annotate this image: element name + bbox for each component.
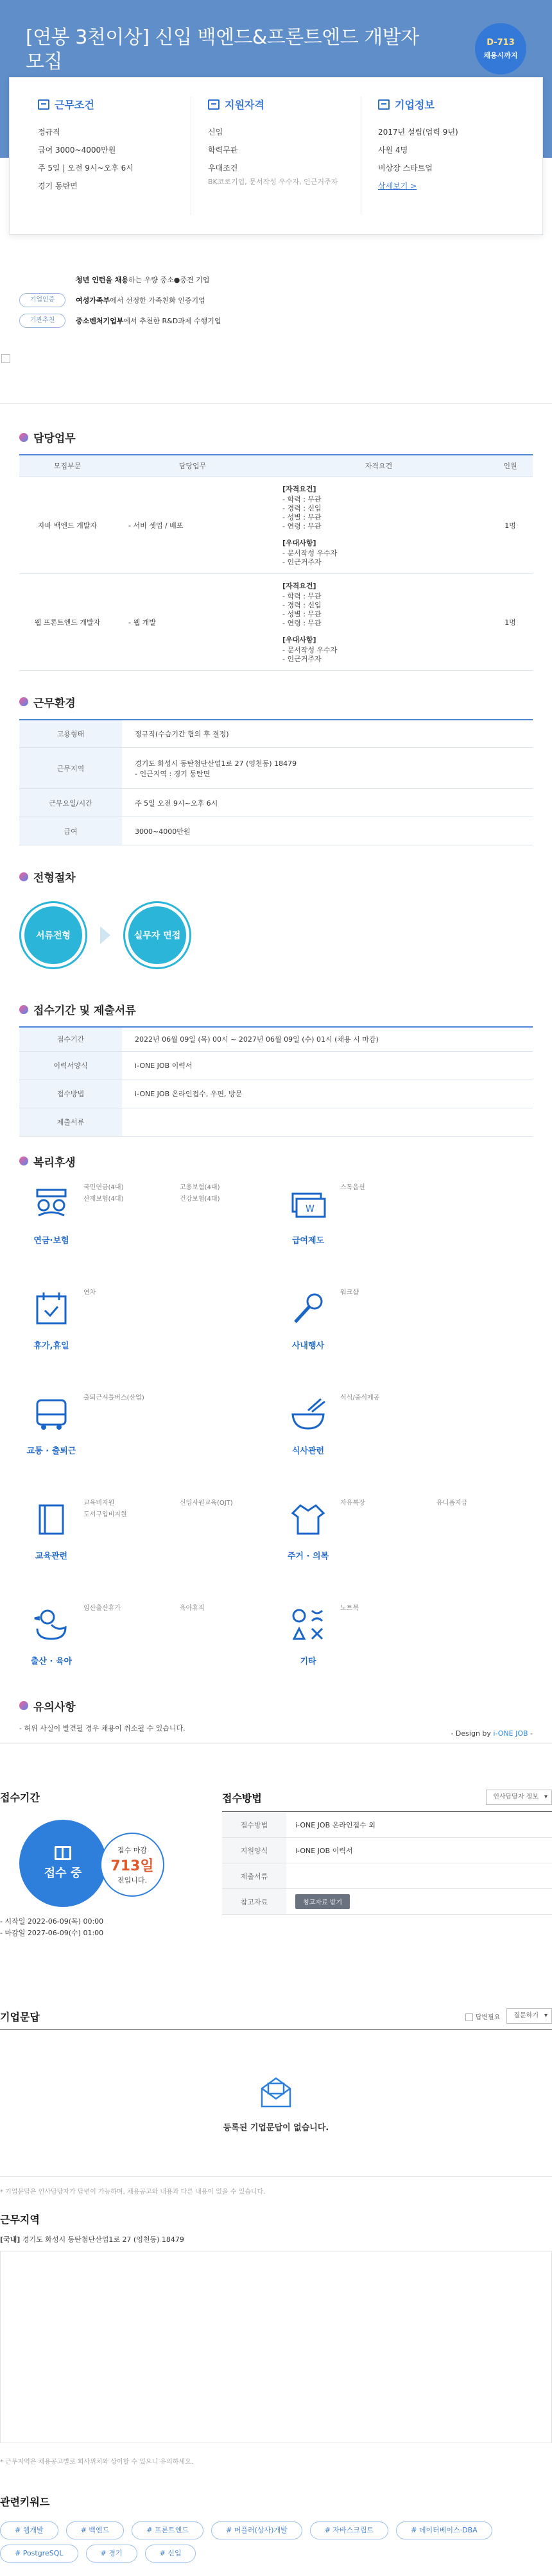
keyword-tag[interactable]: # 웹개발 (0, 2521, 58, 2539)
section-dot-icon (19, 1701, 28, 1710)
keyword-tag[interactable]: # 신입 (145, 2545, 196, 2563)
mustache-glasses-icon (32, 1185, 71, 1223)
apply-method (222, 1790, 552, 1915)
process-step: 실무자 면접 (123, 901, 191, 969)
keyword-tag[interactable]: # 경기 (86, 2545, 137, 2563)
job-detail (0, 403, 552, 1743)
qualification-item: 학력무관 (208, 146, 238, 155)
duties-table (19, 454, 533, 671)
location-title: 근무지역 (0, 2214, 40, 2226)
welfare-group: 식사관련 석식/중식제공 (276, 1389, 533, 1475)
conditions-heading: 근무조건 (38, 97, 174, 112)
apply-period (0, 1790, 205, 1939)
building-icon (378, 99, 390, 110)
table-row: 접수방법 i-ONE JOB 온라인접수 외 (222, 1812, 552, 1838)
process-step: 서류전형 (19, 901, 87, 969)
svg-text:W: W (306, 1203, 315, 1214)
dday-badge (475, 23, 526, 74)
qualifications-column (191, 97, 361, 215)
section-dot-icon (19, 697, 28, 706)
table-header: 인원 (488, 455, 533, 477)
company-info-heading: 기업정보 (378, 97, 514, 112)
briefcase-icon (38, 99, 49, 110)
apply-status-circle: 접수 중 (19, 1820, 107, 1907)
qna-note: * 기업문답은 인사담당자가 답변이 가능하며, 채용공고와 내용과 다른 내용이 있을 수 있습니다. (0, 2189, 266, 2196)
condition-item: 주 5일 | 오전 9시~오후 6시 (38, 164, 134, 173)
apply-dates: - 시작일 2022-06-09(목) 00:00 - 마감일 2027-06-09(수) 01:00 (0, 1917, 104, 1937)
bowl-icon (289, 1395, 327, 1434)
process-heading: 전형절차 (19, 869, 533, 885)
envelope-icon (258, 2074, 294, 2110)
shapes-icon (289, 1606, 327, 1644)
apply-title: 접수기간 (0, 1792, 40, 1804)
company-info-column (361, 97, 531, 215)
badge-pill: 기업인증 (19, 293, 65, 307)
caution-text: - 허위 사실이 발견될 경우 채용이 취소될 수 있습니다. (19, 1724, 185, 1733)
qualifications-heading: 지원자격 (208, 97, 344, 112)
table-row: 참고자료 첨고자료 받기 (222, 1889, 552, 1915)
table-row: 급여 3000~4000만원 (19, 817, 533, 845)
design-credit: - Design by i-ONE JOB - (451, 1729, 533, 1738)
ask-dropdown[interactable]: 질문하기 ▾ (506, 2008, 552, 2024)
welfare-group: 교통 · 출퇴근 출퇴근셔틀버스(산업) (26, 1394, 144, 1456)
table-row: 제출서류 (222, 1863, 552, 1889)
section-dot-icon (19, 872, 28, 881)
location-address: [국내] 경기도 화성시 동탄첨단산업1로 27 (영천동) 18479 (0, 2235, 184, 2244)
answer-needed-checkbox[interactable]: 답변필요 (465, 2012, 501, 2021)
table-row: 지원양식 i-ONE JOB 이력서 (222, 1838, 552, 1863)
table-row: 근무지역 경기도 화성시 동탄첨단산업1로 27 (영천동) 18479 - 인근지역 : 경기 동탄면 (19, 748, 533, 789)
caution-heading: 유의사항 (19, 1698, 533, 1714)
dday-sub: 채용시까지 (483, 51, 518, 60)
welfare-group: 사내행사 워크샵 (276, 1284, 533, 1369)
keyword-tag[interactable]: # 백엔드 (66, 2521, 125, 2539)
keywords-title: 관련키워드 (0, 2496, 50, 2508)
table-row: 접수기간 2022년 06월 09일 (목) 00시 ~ 2027년 06월 09일 (수) 01시 (채용 시 마감) (19, 1027, 533, 1051)
arrow-right-icon (100, 926, 110, 944)
table-row: 이력서양식 i-ONE JOB 이력서 (19, 1051, 533, 1080)
keyword-list (0, 2521, 552, 2563)
table-header: 자격요건 (270, 455, 488, 477)
receipt-table (19, 1026, 533, 1137)
method-table (222, 1811, 552, 1915)
badge-pill: 기관추천 (19, 314, 65, 328)
book-icon (32, 1500, 71, 1539)
method-title: 접수방법 (222, 1792, 262, 1804)
keyword-tag[interactable]: # PostgreSQL (0, 2545, 78, 2563)
environment-table (19, 719, 533, 846)
badge-row: 기업인증 여성가족부에서 선정한 가족친화 인증기업 (19, 290, 404, 310)
qna-empty-text: 등록된 기업문답이 없습니다. (223, 2123, 329, 2133)
welfare-group: 휴가,휴일 연차 (19, 1284, 276, 1369)
table-header: 모집부문 (19, 455, 116, 477)
table-row: 웹 프론트엔드 개발자 - 웹 개발 [자격요건] - 학력 : 무관 - 경력 : 신입 - 성별 : 무관 - 연령 : 무관 [우대사항] - 문서작성 우수자 - 인근거주자 1명 (19, 573, 533, 670)
map-area[interactable] (0, 2251, 552, 2443)
keyword-tag[interactable]: # 머플러(상사)개발 (211, 2521, 302, 2539)
table-row: 자바 백엔드 개발자 - 서버 셋업 / 배포 [자격요건] - 학력 : 무관 - 경력 : 신입 - 성별 : 무관 - 연령 : 무관 [우대사항] - 문서작성 우수자 - 인근거주자 1명 (19, 477, 533, 573)
table-row: 접수방법 i-ONE JOB 온라인접수, 우편, 방문 (19, 1080, 533, 1108)
location-section (0, 2212, 552, 2466)
dday-count: D-713 (487, 37, 515, 47)
duck-icon (32, 1606, 71, 1644)
money-icon (289, 1185, 327, 1223)
company-detail-link[interactable]: 상세보기 > (378, 182, 417, 191)
company-info-item: 사원 4명 (378, 146, 408, 155)
table-header: 담당업무 (116, 455, 270, 477)
apply-section (0, 1790, 552, 1956)
qna-title: 기업문답 (0, 2010, 40, 2023)
table-row: 근무요일/시간 주 5일 오전 9시~오후 6시 (19, 789, 533, 817)
job-title: [연봉 3천이상] 신입 백엔드&프론트엔드 개발자 모집 (26, 26, 419, 73)
deadline-circle: 접수 마감 713일 전입니다. (100, 1833, 164, 1897)
badge-row: 기관추천 중소벤처기업부에서 추천한 R&D과제 수행기업 (19, 310, 404, 331)
table-row: 고용형태 정규직(수습기간 협의 후 결정) (19, 720, 533, 748)
shirt-icon (289, 1500, 327, 1539)
badge-row: 청년 인턴을 채용하는 우량 중소●중견 기업 (19, 269, 404, 290)
calendar-icon (32, 1290, 71, 1328)
qna-empty-box (0, 2029, 552, 2177)
section-dot-icon (19, 433, 28, 442)
qualification-item: 우대조건 (208, 164, 238, 173)
welfare-group: W 급여제도 스톡옵션 (276, 1178, 533, 1264)
company-info-item: 비상장 스타트업 (378, 164, 433, 173)
checkbox-icon[interactable] (465, 2013, 473, 2021)
broken-image-icon (1, 354, 10, 363)
table-row: 제출서류 (19, 1108, 533, 1136)
summary-card (9, 77, 543, 235)
welfare-grid (19, 1178, 533, 1685)
qna-section (0, 2006, 552, 2196)
hr-contact-dropdown[interactable]: 인사담당자 정보 ▾ (486, 1790, 552, 1805)
condition-item: 급여 3000~4000만원 (38, 146, 116, 155)
condition-item: 정규직 (38, 128, 60, 137)
keywords-section (0, 2494, 552, 2563)
section-dot-icon (19, 1005, 28, 1014)
download-reference-button[interactable]: 첨고자료 받기 (295, 1894, 350, 1909)
id-card-icon (208, 99, 220, 110)
bus-icon (32, 1395, 71, 1434)
welfare-group: 연금·보험 국민연금(4대) 고용보험(4대) 산재보험(4대) 건강보험(4대) (19, 1178, 276, 1264)
receipt-heading: 접수기간 및 제출서류 (19, 1001, 533, 1017)
welfare-heading: 복리후생 (19, 1153, 533, 1169)
keyword-tag[interactable]: # 자바스크립트 (310, 2521, 388, 2539)
qualification-sub: BK코로기업, 문서작성 우수자, 인근거주자 (208, 178, 338, 186)
welfare-group: 기타 노트북 (276, 1599, 533, 1685)
process-steps (19, 901, 533, 969)
certification-badges (19, 269, 404, 331)
condition-item: 경기 동탄면 (38, 182, 78, 191)
company-info-item: 2017년 설립(업력 9년) (378, 128, 458, 137)
welfare-group: 주거 · 의복 자유복장 유니폼지급 (287, 1499, 468, 1561)
keyword-tag[interactable]: # 데이터베이스·DBA (396, 2521, 492, 2539)
book-icon (55, 1846, 71, 1860)
microphone-icon (289, 1290, 327, 1328)
duties-heading: 담당업무 (19, 429, 533, 445)
environment-heading: 근무환경 (19, 694, 533, 710)
welfare-group: 출산 · 육아 임산출산휴가 육아휴직 (30, 1604, 205, 1666)
keyword-tag[interactable]: # 프론트엔드 (132, 2521, 203, 2539)
conditions-column (21, 97, 191, 215)
welfare-group: 교육관련 교육비지원 신입사원교육(OJT) 도서구입비지원 (19, 1494, 276, 1580)
section-dot-icon (19, 1157, 28, 1165)
location-note: * 근무지역은 채용공고별로 회사위치와 상이할 수 있으니 유의하세요. (0, 2459, 193, 2466)
qualification-item: 신입 (208, 128, 223, 137)
badge-pill (19, 273, 65, 287)
